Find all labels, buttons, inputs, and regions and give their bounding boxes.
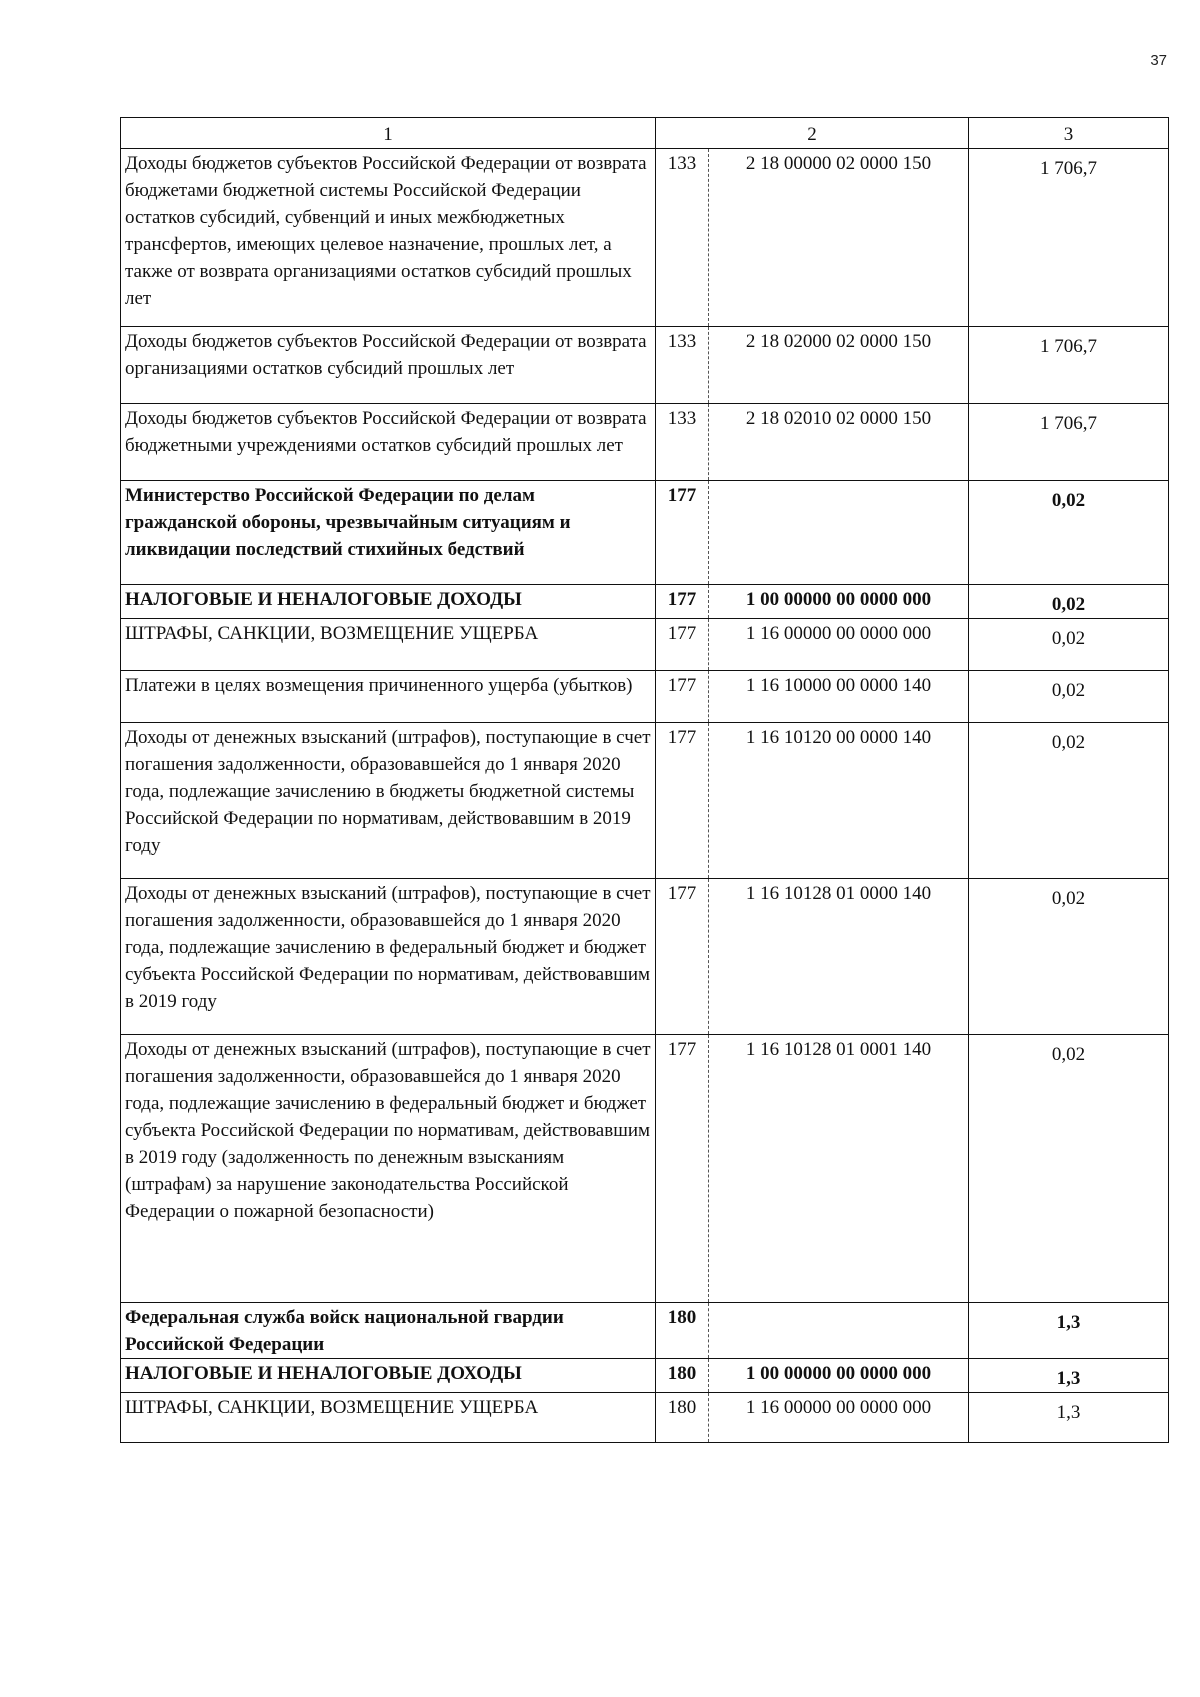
column-header-1: 1 [121,118,656,149]
budget-code-cell: 1 16 00000 00 0000 000 [709,1393,969,1443]
table-row [121,585,1169,619]
amount-cell: 0,02 [969,585,1169,619]
admin-code-cell: 177 [656,481,709,585]
amount-cell: 0,02 [969,619,1169,671]
revenue-name-cell: Доходы бюджетов субъектов Российской Федерации от возврата бюджетами бюджетной системы Российской Федерации остатков субсидий, субвенций и иных межбюджетных трансфертов, имеющих целевое назначение, прошлых лет, а также от возврата организациями остатков субсидий прошлых лет [121,149,656,327]
budget-code-cell: 1 00 00000 00 0000 000 [709,585,969,619]
admin-code-cell: 133 [656,149,709,327]
revenue-name-cell: Доходы от денежных взысканий (штрафов), поступающие в счет погашения задолженности, образовавшейся до 1 января 2020 года, подлежащие зачислению в бюджеты бюджетной системы Российской Федерации по нормативам, действовавшим в 2019 году [121,723,656,879]
amount-cell: 0,02 [969,671,1169,723]
admin-code-cell: 177 [656,879,709,1035]
budget-revenue-table [120,117,1169,1443]
table-row [121,481,1169,585]
table-row [121,879,1169,1035]
budget-code-cell: 2 18 02000 02 0000 150 [709,327,969,404]
page-number: 37 [1150,52,1167,69]
amount-cell: 1,3 [969,1359,1169,1393]
table-row [121,327,1169,404]
amount-cell: 1,3 [969,1303,1169,1359]
budget-code-cell: 1 16 00000 00 0000 000 [709,619,969,671]
revenue-name-cell: Доходы бюджетов субъектов Российской Федерации от возврата бюджетными учреждениями остатков субсидий прошлых лет [121,404,656,481]
budget-code-cell [709,481,969,585]
revenue-name-cell: ШТРАФЫ, САНКЦИИ, ВОЗМЕЩЕНИЕ УЩЕРБА [121,1393,656,1443]
budget-code-cell: 1 16 10128 01 0000 140 [709,879,969,1035]
budget-code-cell: 1 16 10128 01 0001 140 [709,1035,969,1303]
table-row [121,149,1169,327]
budget-code-cell: 1 16 10120 00 0000 140 [709,723,969,879]
revenue-name-cell: ШТРАФЫ, САНКЦИИ, ВОЗМЕЩЕНИЕ УЩЕРБА [121,619,656,671]
revenue-name-cell: Доходы от денежных взысканий (штрафов), поступающие в счет погашения задолженности, образовавшейся до 1 января 2020 года, подлежащие зачислению в федеральный бюджет и бюджет субъекта Российской Федерации по нормативам, действовавшим в 2019 году (задолженность по денежным взысканиям (штрафам) за нарушение законодательства Российской Федерации о пожарной безопасности) [121,1035,656,1303]
table-row [121,723,1169,879]
admin-code-cell: 177 [656,671,709,723]
table-row [121,671,1169,723]
revenue-name-cell: Доходы от денежных взысканий (штрафов), поступающие в счет погашения задолженности, образовавшейся до 1 января 2020 года, подлежащие зачислению в федеральный бюджет и бюджет субъекта Российской Федерации по нормативам, действовавшим в 2019 году [121,879,656,1035]
amount-cell: 1 706,7 [969,404,1169,481]
column-header-3: 3 [969,118,1169,149]
admin-code-cell: 180 [656,1393,709,1443]
revenue-name-cell: Платежи в целях возмещения причиненного ущерба (убытков) [121,671,656,723]
revenue-name-cell: НАЛОГОВЫЕ И НЕНАЛОГОВЫЕ ДОХОДЫ [121,585,656,619]
amount-cell: 1,3 [969,1393,1169,1443]
budget-code-cell: 2 18 00000 02 0000 150 [709,149,969,327]
column-header-2: 2 [656,118,969,149]
revenue-name-cell: Министерство Российской Федерации по делам гражданской обороны, чрезвычайным ситуациям и ликвидации последствий стихийных бедствий [121,481,656,585]
table-row [121,1359,1169,1393]
amount-cell: 0,02 [969,1035,1169,1303]
amount-cell: 0,02 [969,723,1169,879]
amount-cell: 0,02 [969,879,1169,1035]
admin-code-cell: 133 [656,327,709,404]
admin-code-cell: 177 [656,1035,709,1303]
amount-cell: 1 706,7 [969,149,1169,327]
revenue-name-cell: НАЛОГОВЫЕ И НЕНАЛОГОВЫЕ ДОХОДЫ [121,1359,656,1393]
admin-code-cell: 133 [656,404,709,481]
amount-cell: 1 706,7 [969,327,1169,404]
table-row [121,1035,1169,1303]
table-row [121,404,1169,481]
admin-code-cell: 177 [656,585,709,619]
budget-code-cell: 1 00 00000 00 0000 000 [709,1359,969,1393]
admin-code-cell: 180 [656,1303,709,1359]
admin-code-cell: 177 [656,619,709,671]
budget-code-cell: 1 16 10000 00 0000 140 [709,671,969,723]
admin-code-cell: 180 [656,1359,709,1393]
revenue-name-cell: Федеральная служба войск национальной гвардии Российской Федерации [121,1303,656,1359]
budget-code-cell [709,1303,969,1359]
revenue-name-cell: Доходы бюджетов субъектов Российской Федерации от возврата организациями остатков субсидий прошлых лет [121,327,656,404]
table-row [121,1393,1169,1443]
amount-cell: 0,02 [969,481,1169,585]
budget-code-cell: 2 18 02010 02 0000 150 [709,404,969,481]
admin-code-cell: 177 [656,723,709,879]
table-header-row [121,118,1169,149]
table-row [121,1303,1169,1359]
table-row [121,619,1169,671]
